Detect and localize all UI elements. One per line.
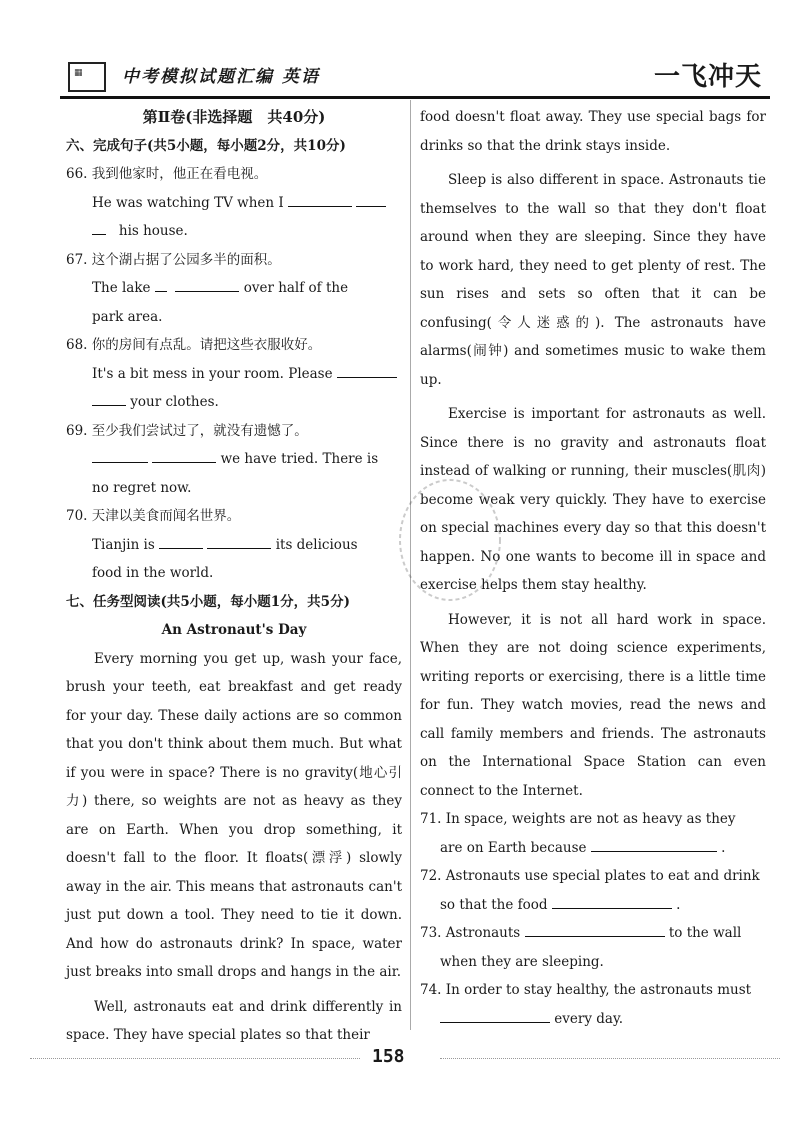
- section-title: 第Ⅱ卷(非选择题 共40分): [142, 108, 326, 126]
- q66-blank-3[interactable]: [92, 220, 106, 235]
- q72-line-1: 72. Astronauts use special plates to eat and drink: [420, 868, 760, 884]
- q68-text-b: your clothes.: [130, 394, 219, 410]
- q71-blank[interactable]: [591, 837, 717, 852]
- page-header: [60, 56, 770, 96]
- brand-logo: 一飞冲天: [653, 62, 762, 92]
- q74-text: every day.: [554, 1010, 624, 1027]
- q66-text-b: his house.: [118, 223, 188, 239]
- q70-chinese: 70. 天津以美食而闻名世界。: [66, 508, 241, 524]
- page-number: 158: [372, 1046, 405, 1067]
- q66-blank-2[interactable]: [356, 192, 386, 207]
- q67-chinese: 67. 这个湖占据了公园多半的面积。: [66, 251, 281, 268]
- q68-blank-1[interactable]: [337, 363, 397, 378]
- q69-chinese: 69. 至少我们尝试过了，就没有遗憾了。: [66, 422, 308, 439]
- q68-chinese: 68. 你的房间有点乱。请把这些衣服收好。: [66, 337, 322, 353]
- q70-blank-2[interactable]: [207, 534, 271, 549]
- part6-heading: 六、完成句子(共5小题，每小题2分，共10分): [66, 137, 346, 154]
- passage-paragraph-5: However, it is not all hard work in space. When they are not doing science experiments, writing reports or exercising, there is a little time for fun. They watch movies, read the news and call family members and friends. The astronauts on the International Space Station can even connect to the Internet.: [420, 611, 766, 799]
- passage-paragraph-1: Every morning you get up, wash your face, brush your teeth, eat breakfast and get ready for your day. These daily actions are so common that you don't think about them much. But what if you were in space? There is no gravity(地心引力) there, so weights are not as heavy as they are on Earth. When you drop something, it doesn't fall to the floor. It floats(漂浮) slowly away in the air. This means that astronauts can't just put down a tool. They need to tie it down. And how do astronauts drink? In space, water just breaks into small drops and hangs in the air.: [66, 650, 402, 980]
- passage-paragraph-2-end: food doesn't float away. They use special bags for drinks so that the drink stays inside.: [420, 109, 766, 154]
- part7-heading: 七、任务型阅读(共5小题，每小题1分，共5分): [66, 593, 350, 610]
- q69-blank-1[interactable]: [92, 448, 148, 463]
- book-logo-icon: ▦: [68, 62, 106, 92]
- footer-rule-right: [440, 1058, 780, 1060]
- watermark-stamp-icon: [390, 470, 510, 610]
- passage-paragraph-2-start: Well, astronauts eat and drink differently in space. They have special plates so that their: [66, 998, 402, 1043]
- q74-line-2: [420, 1005, 766, 1034]
- q67-text-a: The lake: [92, 280, 151, 296]
- q67-english: [66, 274, 402, 303]
- q70-text-a: Tianjin is: [92, 536, 155, 553]
- q71-text: are on Earth because: [440, 839, 587, 856]
- q70-blank-1[interactable]: [159, 534, 203, 549]
- header-rule: [60, 96, 770, 99]
- q70-text-b: its delicious: [275, 536, 358, 553]
- q70-english-cont: food in the world.: [92, 565, 214, 581]
- q68-text-a: It's a bit mess in your room. Please: [92, 365, 333, 382]
- q73-text-a: 73. Astronauts: [420, 925, 521, 941]
- q69-english-cont: no regret now.: [92, 479, 192, 496]
- q69-blank-2[interactable]: [152, 448, 216, 463]
- passage-paragraph-4: Exercise is important for astronauts as well. Since there is no gravity and astronauts float instead of walking or running, their muscles(肌肉) become weak very quickly. They have to exercise on special machines every day so that this doesn't happen. No one wants to become ill in space and exercise helps them stay healthy.: [420, 406, 766, 593]
- footer-rule-left: [30, 1058, 360, 1060]
- left-column: [66, 103, 402, 1050]
- q69-english: [66, 445, 402, 474]
- q69-text-a: we have tried. There is: [220, 451, 379, 467]
- q66-chinese: 66. 我到他家时，他正在看电视。: [66, 166, 268, 182]
- q72-blank[interactable]: [552, 894, 672, 909]
- q68-english-cont: [66, 388, 402, 417]
- q71-line-2: are on Earth because .: [420, 834, 766, 863]
- passage-title: An Astronaut's Day: [161, 622, 307, 638]
- q74-blank[interactable]: [440, 1008, 550, 1023]
- q66-english: [66, 189, 402, 218]
- q73-line-2: when they are sleeping.: [440, 953, 604, 970]
- q73-line-1: [420, 919, 766, 948]
- q67-english-cont: park area.: [92, 308, 163, 325]
- q74-line-1: 74. In order to stay healthy, the astronauts must: [420, 982, 752, 998]
- q66-blank-1[interactable]: [288, 192, 352, 207]
- q73-blank[interactable]: [525, 922, 665, 937]
- q66-english-cont: [66, 217, 402, 246]
- q66-text-a: He was watching TV when I: [92, 194, 284, 211]
- q67-text-b: over half of the: [243, 280, 349, 296]
- q73-text-b: to the wall: [668, 925, 742, 941]
- q67-blank-1[interactable]: [155, 277, 167, 292]
- q72-text: so that the food: [440, 896, 548, 913]
- passage-paragraph-3: Sleep is also different in space. Astronauts tie themselves to the wall so that they don't float around when they are sleeping. Since they have to work hard, they need to get plenty of rest. The sun rises and sets so often that it can be confusing(令人迷惑的). The astronauts have alarms(闹钟) and sometimes music to wake them up.: [420, 172, 766, 388]
- q71-line-1: 71. In space, weights are not as heavy as they: [420, 811, 736, 827]
- q67-blank-2[interactable]: [175, 277, 239, 292]
- q68-blank-2[interactable]: [92, 391, 126, 406]
- book-title: 中考模拟试题汇编 英语: [122, 67, 320, 87]
- q70-english: [66, 531, 402, 560]
- q72-line-2: so that the food .: [420, 891, 766, 920]
- q68-english: [66, 360, 402, 389]
